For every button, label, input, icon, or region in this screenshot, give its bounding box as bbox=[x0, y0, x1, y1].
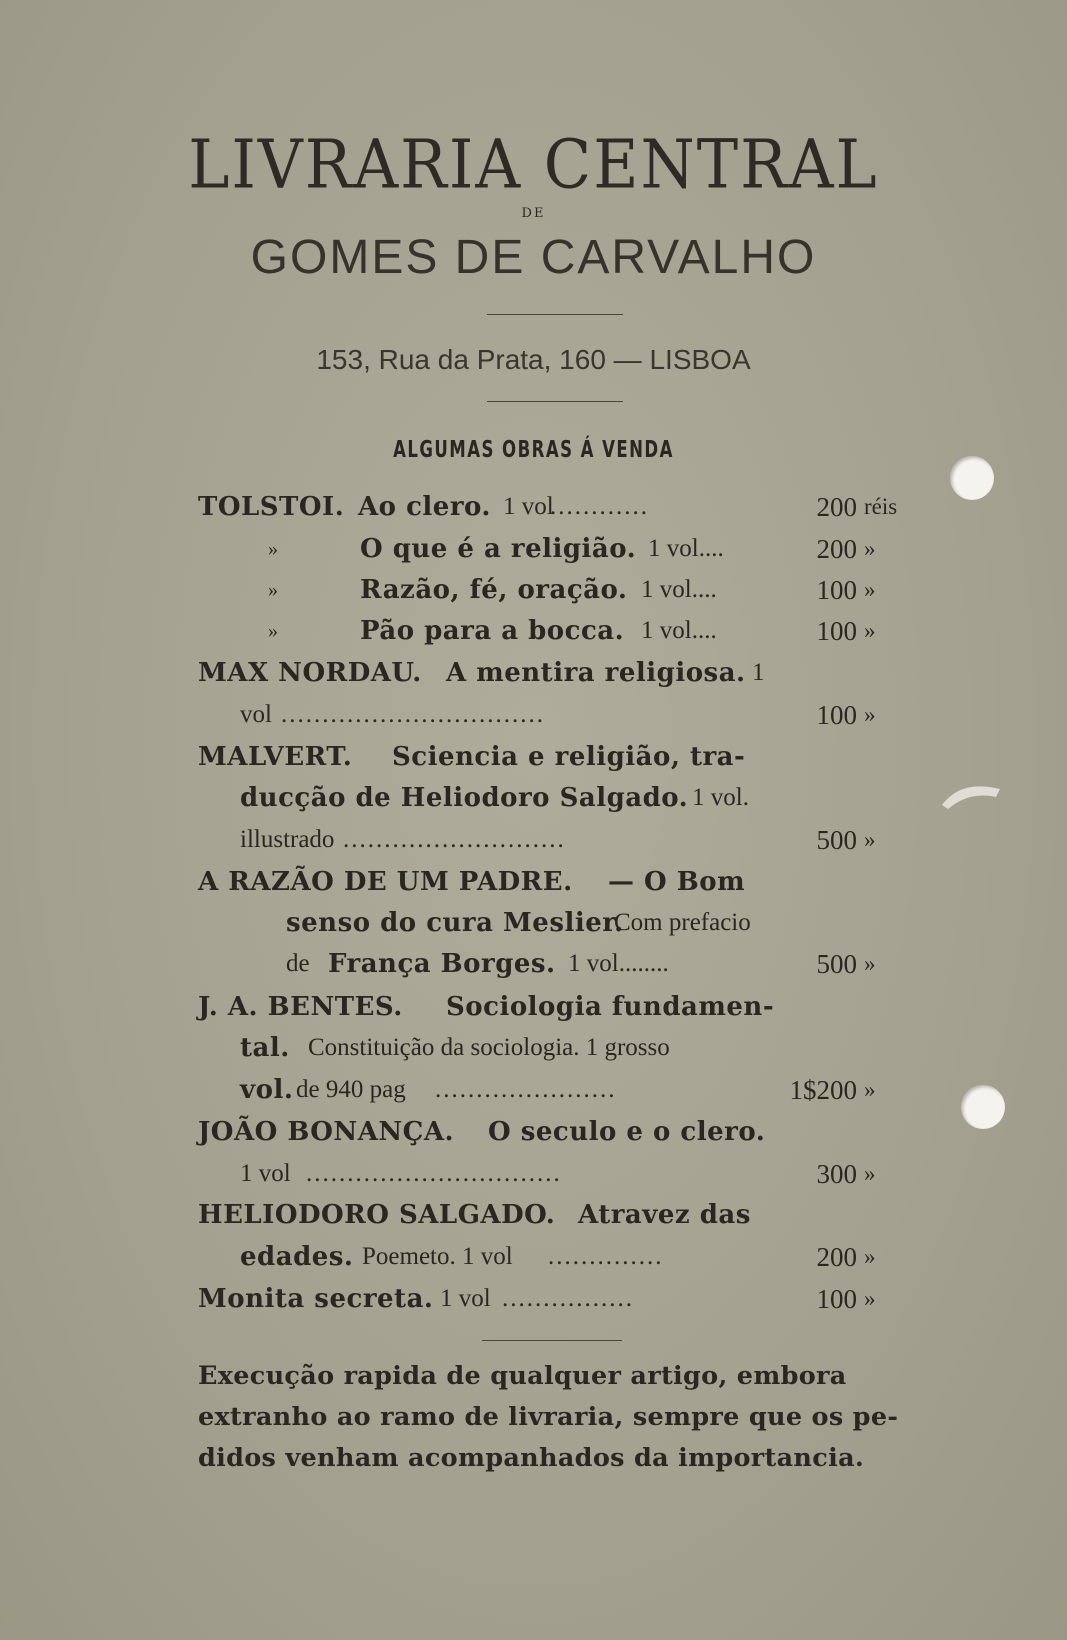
currency-unit: » bbox=[864, 1161, 876, 1186]
price: 500 bbox=[816, 949, 857, 979]
author-name: TOLSTOI. bbox=[198, 492, 345, 522]
leader-dots: ........................... bbox=[343, 826, 566, 853]
book-subtitle: — O Bom bbox=[608, 867, 746, 897]
ditto-mark: » bbox=[268, 620, 278, 642]
author-name: JOÃO BONANÇA. bbox=[198, 1117, 455, 1147]
list-item bbox=[0, 1237, 1067, 1277]
volume-info: 1 vol bbox=[503, 493, 554, 520]
volume-info: Poemeto. 1 vol bbox=[362, 1243, 513, 1270]
page-count: de 940 pag bbox=[296, 1076, 406, 1103]
footer-line: extranho ao ramo de livraria, sempre que os pe- bbox=[198, 1402, 899, 1432]
price: 100 bbox=[816, 575, 857, 605]
leader-dots: ................ bbox=[502, 1285, 634, 1312]
price: 200 bbox=[816, 1242, 857, 1272]
currency-unit: réis bbox=[864, 494, 898, 519]
list-item bbox=[0, 944, 1067, 984]
book-title: ducção de Heliodoro Salgado. bbox=[240, 783, 689, 813]
store-address: 153, Rua da Prata, 160 — LISBOA bbox=[316, 344, 751, 375]
price: 200 bbox=[816, 534, 857, 564]
author-name: MAX NORDAU. bbox=[198, 658, 422, 688]
volume-info: 1 vol.... bbox=[641, 576, 717, 603]
title-connector: DE bbox=[521, 206, 546, 221]
list-item bbox=[0, 820, 1067, 860]
bookstore-title: LIVRARIA CENTRAL bbox=[188, 125, 879, 204]
currency-unit: » bbox=[864, 577, 876, 602]
volume-info: 1 bbox=[752, 659, 765, 686]
list-item bbox=[0, 570, 1067, 610]
list-item bbox=[0, 1195, 1067, 1235]
punch-hole bbox=[950, 456, 994, 500]
list-item bbox=[0, 1154, 1067, 1194]
divider-rule bbox=[487, 314, 623, 315]
ditto-mark: » bbox=[268, 538, 278, 560]
leader-dots: ................................ bbox=[281, 701, 545, 728]
price: 100 bbox=[816, 616, 857, 646]
currency-unit: » bbox=[864, 1077, 876, 1102]
price: 500 bbox=[816, 825, 857, 855]
footer-line: didos venham acompanhados da importancia. bbox=[198, 1443, 865, 1473]
volume-info: 1 vol bbox=[440, 1285, 491, 1312]
price: 300 bbox=[816, 1159, 857, 1189]
book-title: Ao clero. bbox=[358, 492, 491, 522]
book-title: Pão para a bocca. bbox=[360, 616, 625, 646]
volume-info: 1 vol. bbox=[692, 784, 749, 811]
list-item bbox=[0, 1112, 1067, 1152]
volume-info: 1 vol.... bbox=[641, 617, 717, 644]
currency-unit: » bbox=[864, 536, 876, 561]
ditto-mark: » bbox=[268, 579, 278, 601]
price: 100 bbox=[816, 1284, 857, 1314]
owner-name: GOMES DE CARVALHO bbox=[250, 231, 817, 284]
book-title: O seculo e o clero. bbox=[488, 1117, 766, 1147]
book-title: edades. bbox=[240, 1242, 354, 1272]
book-title: Sciencia e religião, tra- bbox=[392, 742, 746, 772]
divider-rule bbox=[487, 401, 623, 402]
list-item bbox=[0, 611, 1067, 651]
list-item bbox=[0, 1028, 1067, 1068]
book-title: Sociologia fundamen- bbox=[446, 992, 775, 1022]
list-item bbox=[0, 695, 1067, 735]
currency-unit: » bbox=[864, 827, 876, 852]
volume-info: 1 vol bbox=[240, 1160, 291, 1187]
preface-author: França Borges. bbox=[328, 949, 556, 979]
paper-tear bbox=[938, 775, 1008, 815]
list-item bbox=[0, 903, 1067, 943]
volume-info: 1 vol.... bbox=[648, 535, 724, 562]
punch-hole bbox=[961, 1085, 1005, 1129]
book-subtitle: senso do cura Meslier. bbox=[286, 908, 624, 938]
book-title: O que é a religião. bbox=[360, 534, 637, 564]
preface-note: de bbox=[286, 950, 310, 977]
book-subtitle: Constituição da sociologia. 1 grosso bbox=[308, 1034, 670, 1061]
list-item bbox=[0, 1279, 1067, 1319]
currency-unit: » bbox=[864, 951, 876, 976]
book-title: Atravez das bbox=[578, 1200, 751, 1230]
list-item bbox=[0, 1070, 1067, 1110]
author-name: J. A. BENTES. bbox=[198, 992, 403, 1022]
footer-note bbox=[198, 1356, 908, 1479]
volume-info: vol. bbox=[240, 1075, 294, 1105]
book-title: tal. bbox=[240, 1033, 290, 1063]
book-title: Monita secreta. bbox=[198, 1284, 434, 1314]
preface-note: Com prefacio bbox=[614, 909, 751, 936]
list-item bbox=[0, 737, 1067, 777]
list-item bbox=[0, 487, 1067, 527]
divider-rule bbox=[482, 1340, 622, 1341]
book-title: Razão, fé, oração. bbox=[360, 575, 628, 605]
currency-unit: » bbox=[864, 1286, 876, 1311]
list-item bbox=[0, 862, 1067, 902]
list-item bbox=[0, 987, 1067, 1027]
leader-dots: .............. bbox=[548, 1243, 664, 1270]
volume-info: illustrado bbox=[240, 826, 335, 853]
leader-dots: ............ bbox=[550, 493, 649, 520]
price: 100 bbox=[816, 700, 857, 730]
currency-unit: » bbox=[864, 618, 876, 643]
leader-dots: ...................... bbox=[435, 1076, 617, 1103]
volume-info: 1 vol........ bbox=[568, 950, 669, 977]
currency-unit: » bbox=[864, 1244, 876, 1269]
list-item bbox=[0, 653, 1067, 693]
volume-info: vol bbox=[240, 701, 272, 728]
price: 1$200 bbox=[789, 1075, 857, 1105]
leader-dots: ............................... bbox=[306, 1160, 562, 1187]
section-heading: ALGUMAS OBRAS Á VENDA bbox=[393, 437, 674, 463]
author-name: HELIODORO SALGADO. bbox=[198, 1200, 556, 1230]
author-name: MALVERT. bbox=[198, 742, 353, 772]
book-title: A mentira religiosa. bbox=[446, 658, 746, 688]
currency-unit: » bbox=[864, 702, 876, 727]
price: 200 bbox=[816, 492, 857, 522]
list-item bbox=[0, 529, 1067, 569]
list-item bbox=[0, 778, 1067, 818]
footer-line: Execução rapida de qualquer artigo, embora bbox=[198, 1361, 847, 1391]
book-title: A RAZÃO DE UM PADRE. bbox=[198, 867, 573, 897]
